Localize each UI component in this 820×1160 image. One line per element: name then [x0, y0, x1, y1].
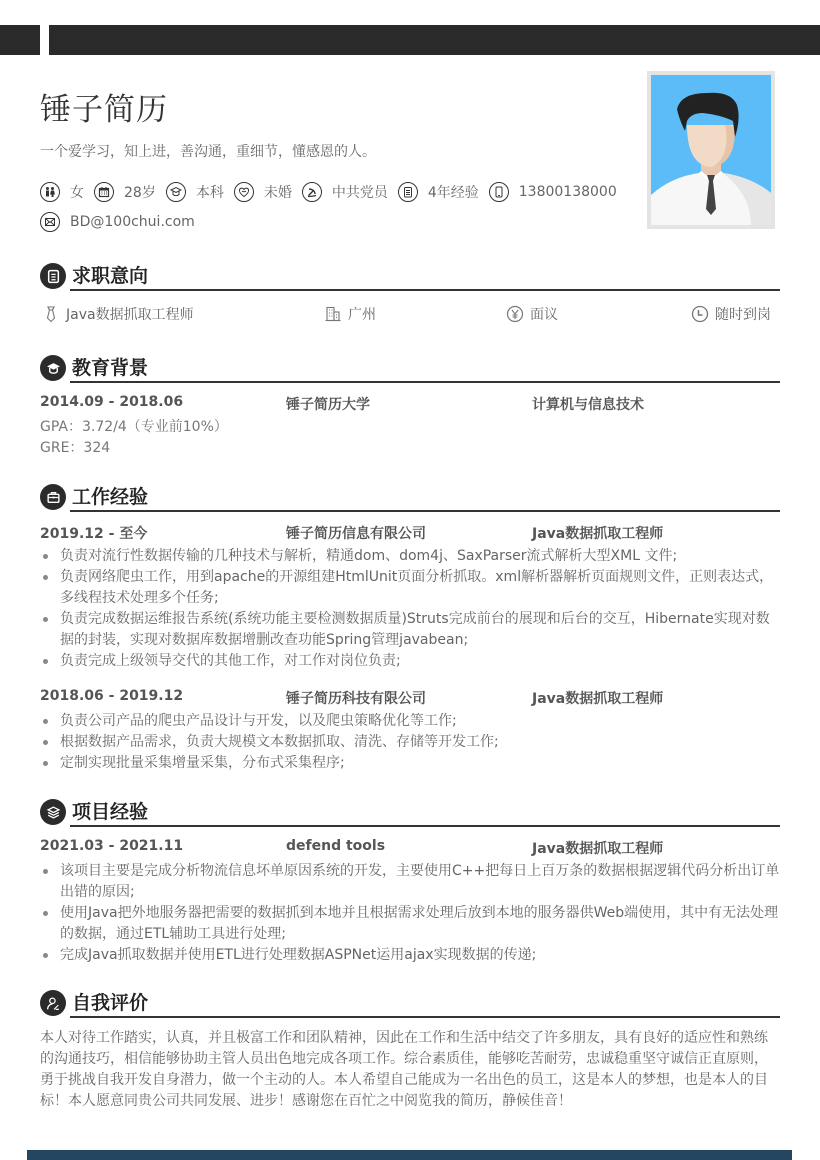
project-bullets	[40, 861, 780, 966]
job-period: 2019.12 - 至今	[40, 526, 148, 542]
section-title: 工作经验	[72, 486, 149, 508]
job-role: Java数据抓取工程师	[532, 526, 664, 542]
section-title: 项目经验	[72, 801, 149, 823]
city-value: 广州	[348, 307, 376, 323]
calendar-icon	[94, 182, 114, 202]
project-name: defend tools	[286, 838, 386, 854]
job-company: 锤子简历科技有限公司	[286, 691, 426, 707]
list-item: 负责网络爬虫工作，用到apache的开源组建HtmlUnit页面分析抓取。xml解析器解析页面规则文件，正则表达式，多线程技术处理多个任务;	[40, 567, 780, 609]
gender-icon	[40, 182, 60, 202]
project-row	[40, 838, 780, 858]
education-row	[40, 394, 780, 414]
bottom-bar	[27, 1150, 792, 1160]
list-item: 负责完成数据运维报告系统(系统功能主要检测数据质量)Struts完成前台的展现和后台的交互，Hibernate实现对数据的封装，实现对数据库数据增删改查功能Spring管理javabean;	[40, 609, 780, 651]
intent-availability	[691, 304, 771, 324]
resume-name: 锤子简历	[40, 92, 168, 128]
education-period: 2014.09 - 2018.06	[40, 394, 184, 410]
intent-position	[42, 304, 194, 324]
section-title: 教育背景	[72, 357, 149, 379]
list-item: 负责完成上级领导交代的其他工作，对工作对岗位负责;	[40, 651, 780, 672]
job-company: 锤子简历信息有限公司	[286, 526, 426, 542]
intent-city	[324, 304, 376, 324]
email-value: BD@100chui.com	[70, 214, 195, 230]
info-politics	[302, 181, 388, 203]
avatar	[647, 71, 775, 229]
section-project-header	[40, 797, 780, 827]
section-self-header	[40, 988, 780, 1018]
section-divider	[70, 289, 780, 291]
heart-icon	[234, 182, 254, 202]
section-divider	[70, 381, 780, 383]
project-role: Java数据抓取工程师	[532, 841, 664, 857]
project-period: 2021.03 - 2021.11	[40, 838, 184, 854]
job-period: 2018.06 - 2019.12	[40, 688, 184, 704]
section-work-header	[40, 482, 780, 512]
section-intent-header	[40, 261, 780, 291]
top-bar	[49, 25, 820, 55]
section-divider	[70, 1016, 780, 1018]
graduation-cap-icon	[40, 355, 66, 381]
phone-icon	[489, 182, 509, 202]
info-education	[166, 181, 224, 203]
gender-value: 女	[70, 185, 84, 201]
position-value: Java数据抓取工程师	[66, 307, 194, 323]
intent-salary	[506, 304, 558, 324]
building-icon	[324, 305, 342, 323]
list-item: 完成Java抓取数据并使用ETL进行处理数据ASPNet运用ajax实现数据的传递;	[40, 945, 780, 966]
section-title: 求职意向	[72, 265, 149, 287]
list-item: 根据数据产品需求，负责大规模文本数据抓取、清洗、存储等开发工作;	[40, 732, 780, 753]
briefcase-icon	[40, 484, 66, 510]
job-row	[40, 688, 780, 708]
job-intent-row	[40, 304, 780, 326]
motto: 一个爱学习，知上进，善沟通，重细节，懂感恩的人。	[40, 144, 376, 160]
age-value: 28岁	[124, 185, 156, 201]
document-icon	[398, 182, 418, 202]
job-bullets	[40, 546, 780, 672]
top-bar-left-block	[0, 25, 40, 55]
job-role: Java数据抓取工程师	[532, 691, 664, 707]
yen-icon	[506, 305, 524, 323]
availability-value: 随时到岗	[715, 307, 771, 323]
info-marital	[234, 181, 292, 203]
section-title: 自我评价	[72, 992, 149, 1014]
job-bullets	[40, 711, 780, 774]
self-evaluation-text: 本人对待工作踏实，认真，并且极富工作和团队精神，因此在工作和生活中结交了许多朋友，具有良好的适应性和熟练的沟通技巧，相信能够协助主管人员出色地完成各项工作。综合素质佳，能够吃苦耐劳，忠诚稳重坚守诚信正直原则，勇于挑战自我开发自身潜力，做一个主动的人。本人希望自己能成为一名出色的员工，这是本人的梦想，也是本人的目标！本人愿意同贵公司共同发展、进步！感谢您在百忙之中阅览我的简历，静候佳音！	[40, 1030, 768, 1109]
clipboard-icon	[40, 263, 66, 289]
person-icon	[40, 990, 66, 1016]
job-row	[40, 523, 780, 543]
info-email	[40, 211, 195, 233]
politics-value: 中共党员	[331, 185, 388, 201]
section-divider	[70, 825, 780, 827]
section-divider	[70, 510, 780, 512]
education-school: 锤子简历大学	[286, 397, 370, 413]
education-major: 计算机与信息技术	[532, 397, 644, 413]
personal-info	[40, 181, 630, 233]
party-icon	[302, 182, 322, 202]
list-item: 该项目主要是完成分析物流信息坏单原因系统的开发，主要使用C++把每日上百万条的数据根据逻辑代码分析出订单出错的原因;	[40, 861, 780, 903]
email-icon	[40, 212, 60, 232]
education-gpa: GPA：3.72/4（专业前10%）	[40, 419, 228, 435]
list-item: 负责公司产品的爬虫产品设计与开发，以及爬虫策略优化等工作;	[40, 711, 780, 732]
info-gender	[40, 181, 84, 203]
list-item: 负责对流行性数据传输的几种技术与解析，精通dom、dom4j、SaxParser流式解析大型XML 文件;	[40, 546, 780, 567]
marital-value: 未婚	[263, 185, 292, 201]
graduation-icon	[166, 182, 186, 202]
experience-value: 4年经验	[427, 185, 479, 201]
salary-value: 面议	[530, 307, 558, 323]
tie-icon	[42, 305, 60, 323]
list-item: 使用Java把外地服务器把需要的数据抓到本地并且根据需求处理后放到本地的服务器供Web端使用，其中有无法处理的数据，通过ETL辅助工具进行处理;	[40, 903, 780, 945]
section-education-header	[40, 353, 780, 383]
education-gre: GRE：324	[40, 440, 111, 456]
layers-icon	[40, 799, 66, 825]
info-phone	[489, 181, 617, 203]
list-item: 定制实现批量采集增量采集，分布式采集程序;	[40, 753, 780, 774]
education-value: 本科	[195, 185, 224, 201]
info-age	[94, 181, 156, 203]
info-experience	[398, 181, 479, 203]
phone-value: 13800138000	[518, 184, 617, 200]
clock-icon	[691, 305, 709, 323]
